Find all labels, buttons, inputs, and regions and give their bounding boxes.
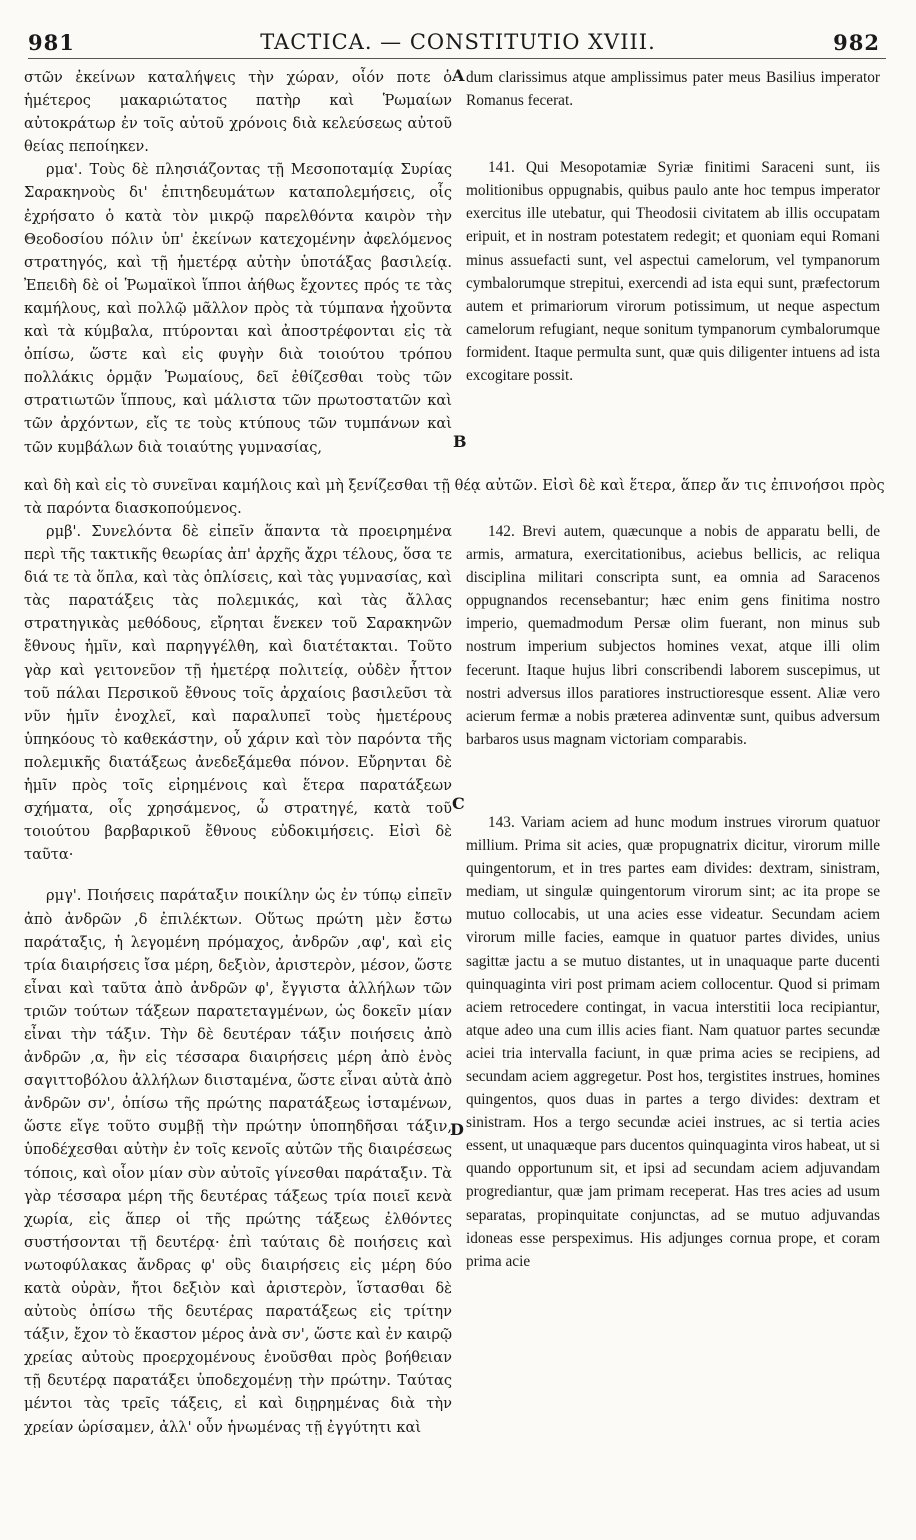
margin-marker-a: A [452, 66, 465, 85]
greek-column-lower [24, 520, 452, 1439]
latin-column [466, 66, 880, 387]
greek-paragraph-141: ρμα'. Τοὺς δὲ πλησιάζοντας τῇ Μεσοποταμίᾳ Συρίας Σαρακηνοὺς δι' ἐπιτηδευμάτων καταπολεμήσεις, οἷς ἐχρήσατο ὁ κατὰ τὸν μικρῷ παρελθόντα καιρὸν τὴν Θεοδοσίου πόλιν ὑπ' ἐκείνων κατεχομένην ἀφελόμενος στρατηγός, καὶ τῇ ἡμετέρᾳ αὐτὴν ὑποτάξας βασιλείᾳ. Ἐπειδὴ δὲ οἱ Ῥωμαϊκοὶ ἵπποι ἀήθως ἔχοντες πρός τε τὰς καμήλους, καὶ πολλῷ μᾶλλον πρὸς τὰ τύμπανα ἠχοῦντα καὶ τὰ κύμβαλα, πτύρονται καὶ ἀποστρέφονται εἰς τὰ ὀπίσω, ὥστε καὶ εἰς φυγὴν διὰ τοιούτου τρόπου πολλάκις ὁρμᾷν Ῥωμαίους, δεῖ ἐθίζεσθαι τοὺς τῶν στρατιωτῶν ἵππους, καὶ μάλιστα τῶν πρωτοστατῶν καὶ τῶν ἀρχόντων, εἴς τε τοὺς κτύπους τῶν τυμπάνων καὶ τῶν κυμβάλων διὰ τοιαύτης γυμνασίας, [24, 161, 452, 456]
margin-marker-b: B [453, 432, 467, 451]
latin-paragraph-141: 141. Qui Mesopotamiæ Syriæ finitimi Saraceni sunt, iis molitionibus oppugnabis, quibus paulo ante hoc tempus imperator exercitus ille utebatur, qui Theodosii civitatem ab illis occupatam eripuit, et in nostram potestatem redegit; et quoniam equi Romani minus assuefacti sunt, vel aspectui camelorum, vel tympanorum cymbalorumque strepitui, exercendi ad ista equi sunt, præfectorum autem et primariorum virorum potissimum, ut neque aspectum camelorum refugiant, neque sonitum tympanorum cymbalorumque formident. Itaque permulta sunt, quæ quis diligenter intuens ad ista excogitare possit. [466, 159, 880, 385]
page-number-left: 981 [28, 30, 75, 55]
page-header [0, 30, 916, 58]
running-title: TACTICA. — CONSTITUTIO XVIII. [260, 30, 656, 54]
margin-marker-c: C [452, 794, 465, 813]
header-rule [28, 58, 886, 59]
margin-marker-d: D [450, 1120, 464, 1139]
greek-column [24, 66, 452, 459]
page-number-right: 982 [833, 30, 880, 55]
latin-column-lower [466, 520, 880, 1273]
latin-paragraph-142: 142. Brevi autem, quæcunque a nobis de apparatu belli, de armis, armatura, exercitationibus, aciebus bellicis, ac reliqua disciplina militari conscripta sunt, ea omnia ad Saracenos oppugnandos recensebantur; hæc enim gens finitima nostro imperio, quemadmodum Persæ olim fuerant, non minus sub nostrum imperium subjectos homines vexat, atque illi olim fecerunt. Itaque hujus libri conscribendi laborem suscepimus, ut nostri adversus illos paratiores instructioresque essent. Aliæ vero acierum fermæ a nobis præterea adinventæ sunt, quibus adversum barbaros usus magnam victoriam comparabis. [466, 523, 880, 748]
greek-paragraph-143: ρμγ'. Ποιήσεις παράταξιν ποικίλην ὡς ἐν τύπῳ εἰπεῖν ἀπὸ ἀνδρῶν ,δ ἐπιλέκτων. Οὕτως πρώτη μὲν ἔστω παράταξις, ἡ λεγομένη πρόμαχος, ἀνδρῶν ,αφ', καὶ εἰς τρία διαιρήσεις ἴσα μέρη, δεξιὸν, ἀριστερὸν, μέσον, ὥστε εἶναι καὶ ταῦτα ἀπὸ ἀνδρῶν φ', ἔγγιστα ἀλλήλων τῶν τριῶν τούτων τάξεων παρατεταγμένων, ὡς δοκεῖν μίαν εἶναι τὴν τάξιν. Τὴν δὲ δευτέραν τάξιν ποιήσεις ἀπὸ ἀνδρῶν ,α, ἣν εἰς τέσσαρα διαιρήσεις μέρη ἀπὸ ἑνὸς σαγιττοβόλου ἀλλήλων διισταμένα, ὥστε εἶναι αὐτὰ ἀπὸ ἀνδρῶν σν', ὀπίσω τῆς πρώτης παρατάξεως ἱσταμένων, ὥστε εἴγε τοῦτο συμβῇ τὴν πρώτην ὑποπηδῆσαι τάξιν, ὑποδέχεσθαι αὐτὴν ἐν τοῖς κενοῖς αὐτῶν τῆς διαιρέσεως τόποις, καὶ οἷον μίαν σὺν αὐτοῖς γίνεσθαι παράταξιν. Τὰ γὰρ τέσσαρα μέρη τῆς δευτέρας τάξεως τρία ποιεῖ κενὰ χωρία, εἰς ἅπερ οἱ τῆς πρώτης τάξεως ἐλθόντες συστήσονται τῇ δευτέρᾳ· ἐπὶ ταύταις δὲ ποιήσεις καὶ νωτοφύλακας ἄνδρας φ' οὓς διαιρήσεις εἰς μέρη δύο κατὰ οὐρὰν, ἤτοι δεξιὸν καὶ ἀριστερὸν, ἵστασθαι δὲ αὐτοὺς ὀπίσω τῆς δευτέρας παρατάξεως εἰς τρίτην τάξιν, ἔχον τὸ ἕκαστον μέρος ἀνὰ σν', ὥστε καὶ ἐν καιρῷ χρείας αὐτοὺς προερχομένους ἑνοῦσθαι πρὸς βοήθειαν τῇ δευτέρᾳ παρατάξει ὑποδεχομένῃ τὴν πρώτην. Ταύτας μέντοι τὰς τρεῖς τάξεις, εἰ καὶ διῃρημένας διὰ τὴν χρείαν ὡρίσαμεν, ἀλλ' οὖν ἡνωμένας τῇ ἐγγύτητι καὶ [24, 887, 453, 1436]
greek-paragraph-142: ρμβ'. Συνελόντα δὲ εἰπεῖν ἅπαντα τὰ προειρημένα περὶ τῆς τακτικῆς θεωρίας ἀπ' ἀρχῆς ἄχρι τέλους, ὅσα τε διά τε τὰ ὅπλα, καὶ τὰς ὁπλίσεις, καὶ τὰς γυμνασίας, καὶ τὰς παρατάξεις τὰς πολεμικάς, καὶ τὰς ἄλλας στρατηγικὰς μεθόδους, εἴρηται ἕνεκεν τοῦ Σαρακηνῶν ἔθνους ἡμῖν, καὶ παρηγγέλθη, καὶ διατέτακται. Τοῦτο γὰρ καὶ γειτονεῦον τῇ ἡμετέρᾳ πολιτείᾳ, οὐδὲν ἧττον τοῦ πάλαι Περσικοῦ ἔθνους τοῖς ἀρχαίοις βασιλεῦσι τὰ νῦν ἡμῖν ἐνοχλεῖ, καὶ παραλυπεῖ τοὺς ἡμετέρους ὑπηκόους τὸ καθεκάστην, οὗ χάριν καὶ τὸν παρόντα τῆς πολεμικῆς διατάξεως ἀνεδεξάμεθα πόνον. Εὔρηνται δὲ ἡμῖν πρὸς τοῖς εἰρημένοις καὶ ἕτερα παρατάξεων σχήματα, οἷς χρησάμενος, ὦ στρατηγέ, κατὰ τοῦ τοιούτου βαρβαρικοῦ ἔθνους εὐδοκιμήσεις. Εἰσὶ δὲ ταῦτα· [24, 523, 452, 864]
greek-paragraph-continuation: στῶν ἐκείνων καταλήψεις τὴν χώραν, οἷόν ποτε ὁ ἡμέτερος μακαριώτατος πατὴρ καὶ Ῥωμαίων αὐτοκράτωρ ἐν τοῖς αὐτοῦ χρόνοις διὰ κελεύσεως αὐτοῦ θείας πεποίηκεν. [24, 69, 452, 156]
latin-paragraph-143: 143. Variam aciem ad hunc modum instrues virorum quatuor millium. Prima sit acies, quæ propugnatrix dicitur, virorum mille quingentorum, et in tres partes eam divides: dextram, sinistram, mediam, ut singulæ quingentorum virorum sint; ac ita prope se mutuo collocabis, ut una acies esse videatur. Secundam aciem virorum mille facies, eamque in quatuor partes divides, unius sagittæ jactu a se mutuo distantes, ut in unaquaque parte ducenti quinquaginta viri post primam aciem collocentur. Quod si primam aciem retrocedere contingat, in vacua interstitii loca recipiantur, atque adeo una cum illis acies fiant. Nam quatuor partes secundæ aciei tria intervalla faciunt, in quæ prima acies se recipiens, ad secundam aciem aggregetur. Post hos, tergistites instrues, homines quingentos, quos duas in partes a tergo divides: dextram et sinistram. Hos a tergo secundæ aciei instrues, ac si tertia acies essent, ut unaquæque pars ducentos quinquaginta viros habeat, ut si quando opportunum sit, et ipsi ad secundam aciem adjuvandam progrediantur, quæ jam primam receperat. Has tres acies ad usum separatas, propinquitate conjunctas, ad se mutuo adjuvandas idoneas esse perspeximus. His adjunges cornua prope, et coram prima acie [466, 813, 880, 1270]
latin-paragraph-continuation: dum clarissimus atque amplissimus pater meus Basilius imperator Romanus fecerat. [466, 69, 880, 110]
greek-full-width-line: καὶ δὴ καὶ εἰς τὸ συνεῖναι καμήλοις καὶ μὴ ξενίζεσθαι τῇ θέᾳ αὐτῶν. Εἰσὶ δὲ καὶ ἕτερα, ἅπερ ἄν τις ἐπινοήσοι πρὸς τὰ παρόντα διασκοπούμενος. [24, 477, 885, 518]
